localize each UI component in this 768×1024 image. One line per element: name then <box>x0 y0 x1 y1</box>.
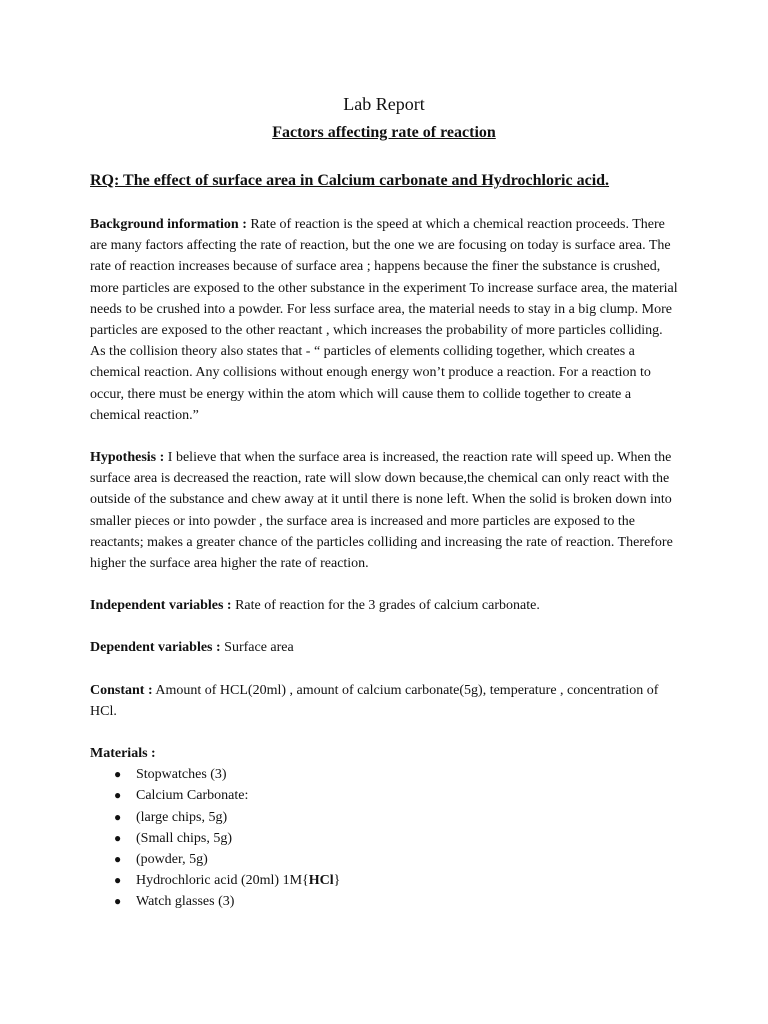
list-item <box>114 870 678 891</box>
independent-variables-label: Independent variables : <box>90 598 232 614</box>
materials-list <box>90 764 678 912</box>
bullet-icon: ● <box>114 767 122 782</box>
bullet-icon: ● <box>114 873 122 888</box>
constant-text: Amount of HCL(20ml) , amount of calcium carbonate(5g), temperature , concentration of HCl. <box>90 682 659 719</box>
list-item <box>114 807 678 828</box>
materials-label: Materials : <box>90 746 156 762</box>
hypothesis-text: I believe that when the surface area is increased, the reaction rate will speed up. When the surface area is decreased the reaction, rate will slow down because,the chemical can only react with the outside of the substance and chew away at it until there is none left. When the solid is broken down into smaller pieces or into powder , the surface area is increased and more particles are exposed to the reactants; makes a greater chance of the particles colliding and increasing the rate of reaction. Therefore higher the surface area higher the rate of reaction. <box>90 450 673 572</box>
list-item-text: Stopwatches (3) <box>136 767 227 783</box>
constant-section <box>90 680 678 722</box>
hypothesis-section <box>90 447 678 574</box>
background-label: Background information : <box>90 217 247 232</box>
list-item-text: (Small chips, 5g) <box>136 830 233 846</box>
list-item-text: Watch glasses (3) <box>136 894 235 910</box>
dependent-variables-section <box>90 637 678 658</box>
constant-label: Constant : <box>90 682 153 698</box>
bullet-icon: ● <box>114 809 122 824</box>
independent-variables-text: Rate of reaction for the 3 grades of calcium carbonate. <box>231 598 540 614</box>
hypothesis-label: Hypothesis : <box>90 450 165 466</box>
list-item-text: (large chips, 5g) <box>136 809 228 825</box>
bullet-icon: ● <box>114 788 122 803</box>
list-item <box>114 764 678 785</box>
list-item-text: (powder, 5g) <box>136 852 208 868</box>
list-item <box>114 849 678 870</box>
research-question: RQ: The effect of surface area in Calcium carbonate and Hydrochloric acid. <box>90 172 610 189</box>
bullet-icon: ● <box>114 852 122 867</box>
list-item-text: Calcium Carbonate: <box>136 788 249 804</box>
page-title: Lab Report <box>343 94 425 114</box>
materials-section <box>90 743 678 764</box>
background-section <box>90 214 678 426</box>
dependent-variables-label: Dependent variables : <box>90 640 221 656</box>
hcl-close-brace: } <box>333 873 341 889</box>
list-item <box>114 785 678 806</box>
list-item <box>114 891 678 912</box>
list-item <box>114 828 678 849</box>
dependent-variables-text: Surface area <box>220 640 294 656</box>
list-item-text: Hydrochloric acid (20ml) 1M{ <box>136 873 309 889</box>
bullet-icon: ● <box>114 830 122 845</box>
page-subtitle: Factors affecting rate of reaction <box>272 124 496 141</box>
bullet-icon: ● <box>114 894 122 909</box>
background-text: Rate of reaction is the speed at which a chemical reaction proceeds. There are many factors affecting the rate of reaction, but the one we are focusing on today is surface area. The rate of reaction increases because of surface area ; happens because the finer the substance is crushed, more particles are exposed to the other substance in the experiment To increase surface area, the material needs to be crushed into a powder. For less surface area, the material needs to stay in a big clump. More particles are exposed to the other reactant , which increases the probability of more particles colliding. As the collision theory also states that - “ particles of elements colliding together, which creates a chemical reaction. Any collisions without enough energy won’t produce a reaction. For a reaction to occur, there must be energy within the atom which will cause them to collide together to create a chemical reaction.” <box>90 217 678 423</box>
independent-variables-section <box>90 595 678 616</box>
hcl-bold-text: HCl <box>308 873 334 889</box>
